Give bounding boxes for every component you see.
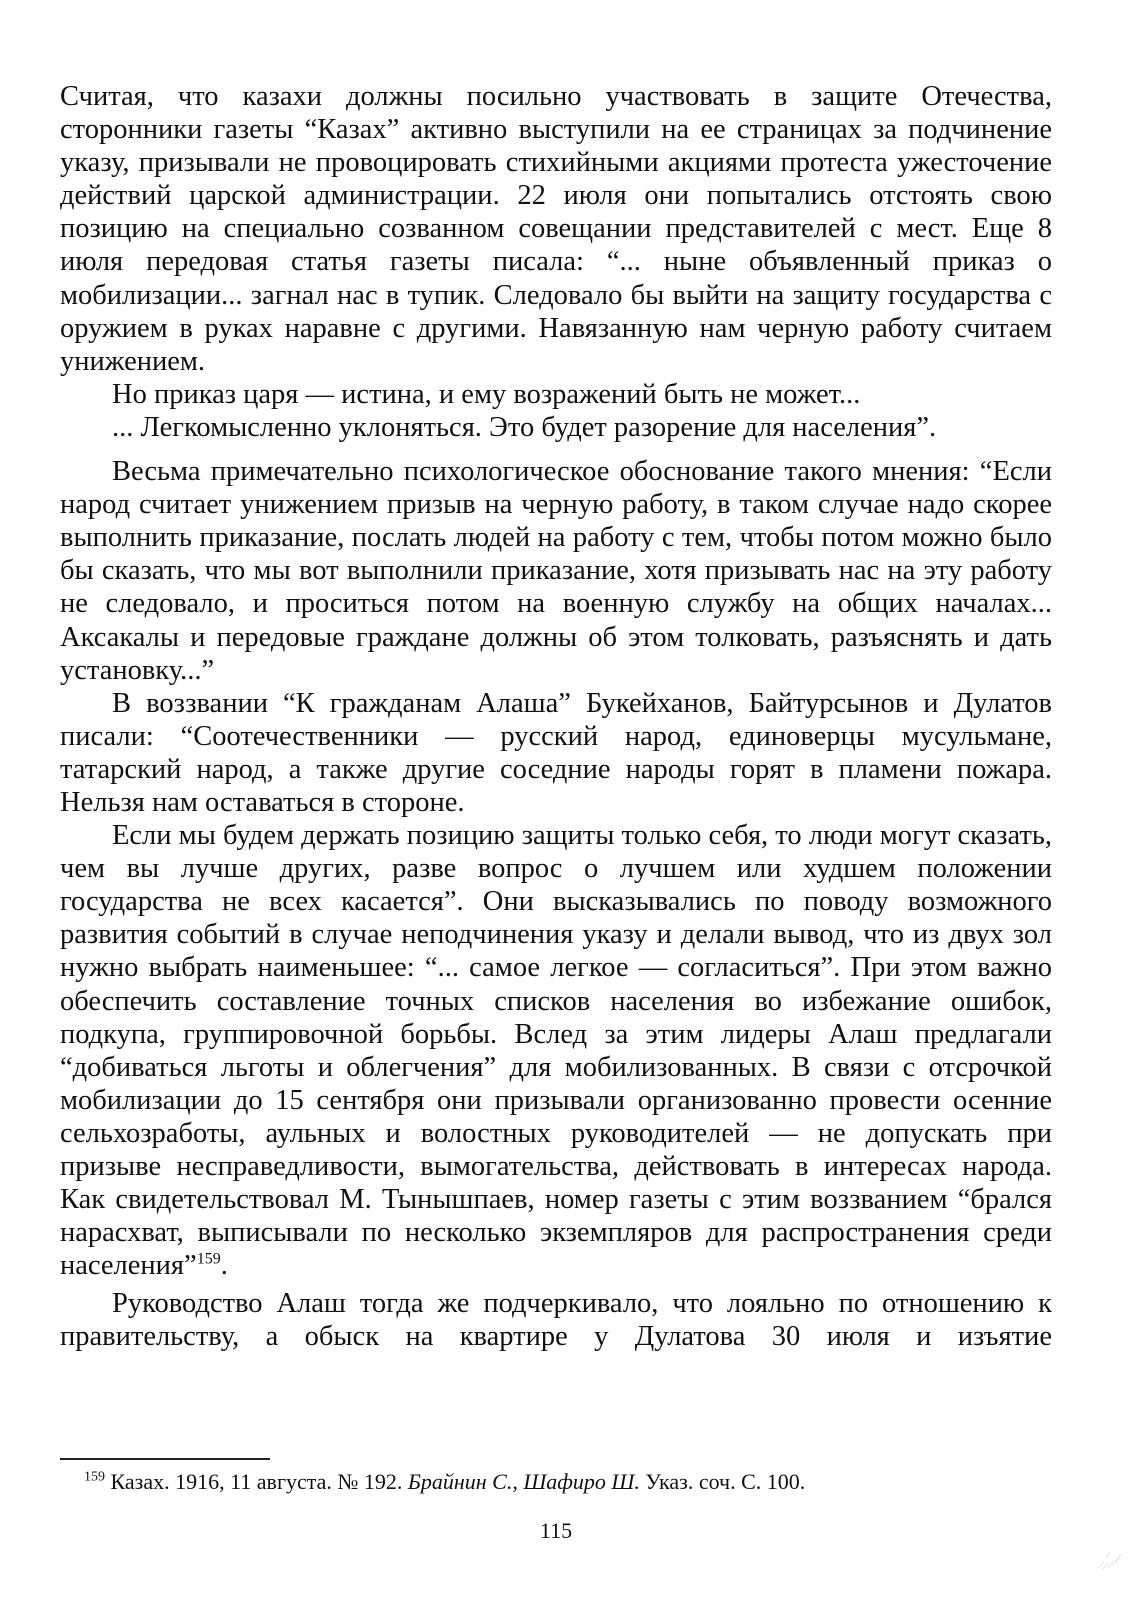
paragraph-5: В воззвании “К гражданам Алаша” Букейханов, Байтурсынов и Дулатов писали: “Соотечественники — русский народ, единоверцы мусульмане, татарский народ, а также другие соседние народы горят в пламени пожара. Нельзя нам оставаться в стороне. (60, 687, 1052, 818)
paragraph-1: Считая, что казахи должны посильно участвовать в защите Отечества, сторонники газеты “Казах” активно выступили на ее страницах за подчинение указу, призывали не провоцировать стихийными акциями протеста ужесточение действий царской администрации. 22 июля они попытались отстоять свою позицию на специально созванном совещании представителей с мест. Еще 8 июля передовая статья газеты писала: “... ныне объявленный приказ о мобилизации... загнал нас в тупик. Следовало бы выйти на защиту государства с оружием в руках наравне с другими. Навязанную нам черную работу считаем унижением. (60, 81, 1052, 377)
paragraph-6-text: Если мы будем держать позицию защиты только себя, то люди могут сказать, чем вы лучше других, разве вопрос о лучшем или худшем положении государства не всех касается”. Они высказывались по поводу возможного развития событий в случае неподчинения указу и делали вывод, что из двух зол нужно выбрать наименьшее: “... самое легкое — согласиться”. При этом важно обеспечить составление точных списков населения во избежание ошибок, подкупа, группировочной борьбы. Вслед за этим лидеры Алаш предлагали “добиваться льготы и облегчения” для мобилизованных. В связи с отсрочкой мобилизации до 15 сентября они призывали организованно провести осенние сельхозработы, аульных и волостных руководителей — не допускать при призыве несправедливости, вымогательства, действовать в интересах народа. Как свидетельствовал М. Тынышпаев, номер газеты с этим воззванием “брался нарасхват, выписывали по несколько экземпляров для распространения среди населения” (60, 820, 1052, 1282)
paragraph-7: Руководство Алаш тогда же подчеркивало, что лояльно по отношению к правительству, а обыск на квартире у Дулатова 30 июля и изъятие (60, 1288, 1052, 1353)
paragraph-6-tail: . (220, 1250, 228, 1282)
scan-artifact-icon (1094, 1532, 1124, 1572)
footnote-number: 159 (84, 1469, 105, 1485)
paragraph-3: ... Легкомысленно уклоняться. Это будет разорение для населения”. (112, 411, 937, 443)
footnote-reference: 159 (196, 1250, 221, 1268)
book-page (60, 70, 1052, 1570)
paragraph-2: Но приказ царя — истина, и ему возражений быть не может... (112, 378, 861, 410)
page-number: 115 (539, 1518, 573, 1543)
paragraph-4: Весьма примечательно психологическое обоснование такого мнения: “Если народ считает унижением призыв на черную работу, в таком случае надо скорее выполнить приказание, послать людей на работу с тем, чтобы потом можно было бы сказать, что мы вот выполнили приказание, хотя призывать нас на эту работу не следовало, и проситься потом на военную службу на общих началах... Аксакалы и передовые граждане должны об этом толковать, разъяснять и дать установку...” (60, 456, 1052, 686)
main-text (60, 80, 1052, 1354)
footnote-authors: Брайнин С., Шафиро Ш. (407, 1469, 640, 1494)
footnote-citation: Указ. соч. С. 100. (639, 1469, 806, 1494)
footnote-divider (60, 1458, 270, 1460)
paragraph-6 (60, 819, 1052, 1282)
footnote (84, 1468, 1014, 1496)
footnote-source: Казах. 1916, 11 августа. № 192. (105, 1469, 408, 1494)
